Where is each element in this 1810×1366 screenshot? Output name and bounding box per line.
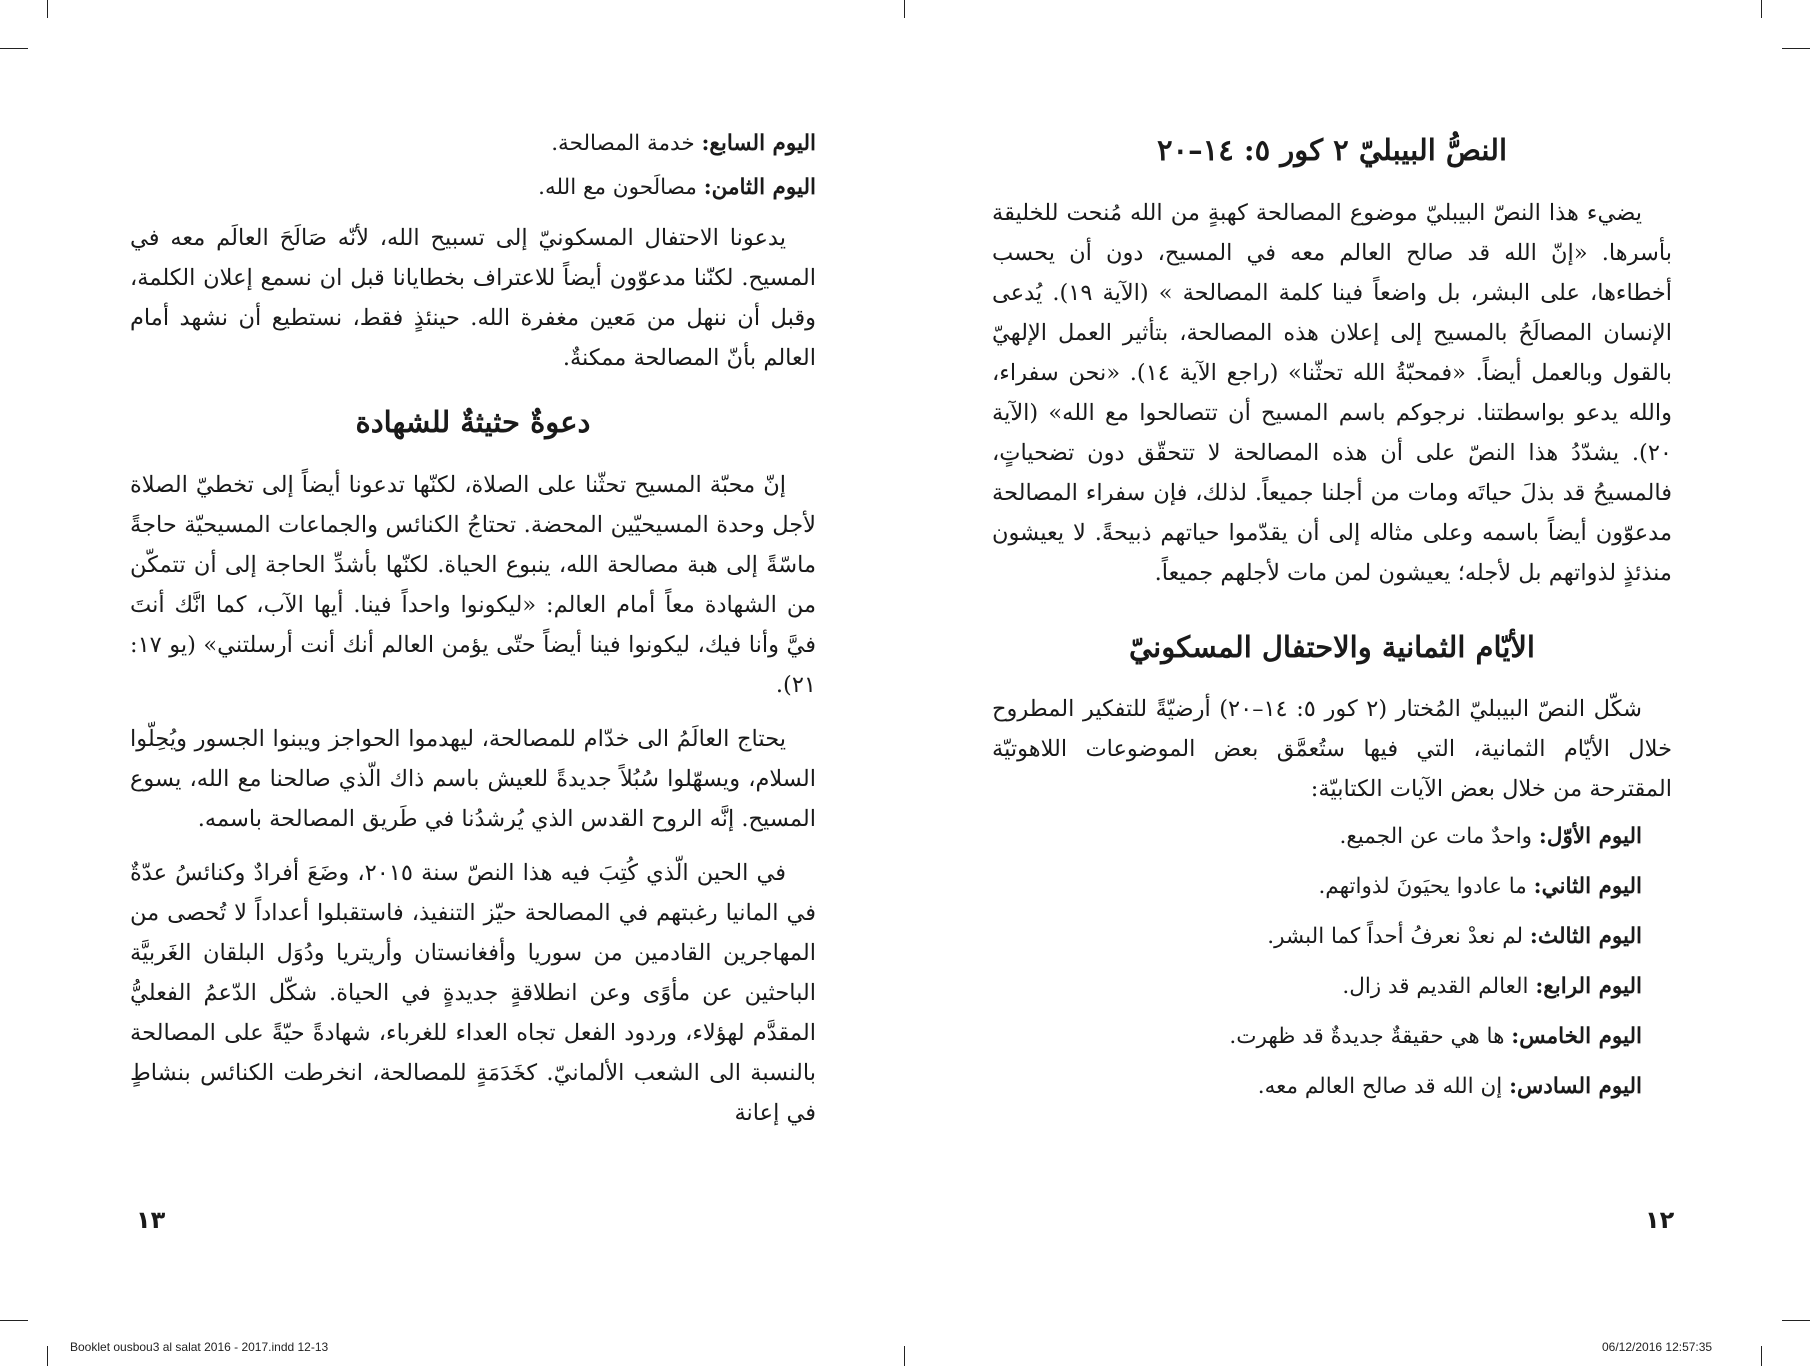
day-item	[992, 973, 1642, 1001]
crop-mark-bottom-right-horizontal	[1782, 1320, 1810, 1321]
heading-biblical-text: النصُّ البيبليّ ٢ كور ٥: ١٤–٢٠	[1156, 133, 1508, 167]
paragraph-servants-of-reconciliation: يحتاج العالَمُ الى خدّام للمصالحة، ليهدموا الحواجز ويبنوا الجسور ويُحِلّوا السلام، ويسهّلوا سُبُلاً جديدةً للعيش باسم ذاك الّذي صالحنا مع الله، يسوع المسيح. إنَّه الروح القدس الذي يُرشدُنا في طَريق المصالحة باسمه.	[130, 725, 816, 832]
day-label: اليوم الثامن:	[703, 175, 816, 200]
crop-mark-bottom-left-horizontal	[0, 1320, 28, 1321]
day-list-left	[130, 130, 816, 202]
page-right	[992, 130, 1672, 1123]
day-label: اليوم الخامس:	[1511, 1024, 1642, 1050]
day-label: اليوم السادس:	[1509, 1074, 1642, 1100]
heading-call-to-witness: دعوةٌ حثيثةٌ للشهادة	[355, 405, 591, 439]
paragraph-biblical-text: يضيء هذا النصّ البيبليّ موضوع المصالحة كهبةٍ من الله مُنحت للخليقة بأسرها. «إنّ الله قد صالح العالم معه في المسيح، دون أن يحسب أخطاءها، على البشر، بل واضعاً فينا كلمة المصالحة » (الآية ١٩). يُدعى الإنسان المصالَحُ بالمسيح إلى إعلان هذه المصالحة، بتأثير العمل الإلهيّ بالقول وبالعمل أيضاً. «فمحبّةُ الله تحثّنا» (راجع الآية ١٤). «نحن سفراء، والله يدعو بواسطتنا. نرجوكم باسم المسيح أن تتصالحوا مع الله» (الآية ٢٠). يشدّدُ هذا النصّ على أن هذه المصالحة لا تتحقّق دون تضحياتٍ، فالمسيحُ قد بذلَ حياتَه ومات من أجلنا جميعاً. لذلك، فإن سفراء المصالحة مدعوّون أيضاً باسمه وعلى مثاله إلى أن يقدّموا حياتهم ذبيحةً. لا يعيشون منذئذٍ لذواتهم بل لأجله؛ يعيشون لمن مات لأجلهم جميعاً.	[992, 199, 1672, 586]
day-text: خدمة المصالحة.	[551, 131, 702, 156]
page-number-right: ١٢	[1645, 1206, 1675, 1234]
day-item	[130, 174, 816, 202]
day-label: اليوم الثالث:	[1529, 924, 1642, 950]
paragraph-germany-2015: في الحين الّذي كُتِبَ فيه هذا النصّ سنة ٢٠١٥، وضَعَ أفرادٌ وكنائسُ عدّةٌ في المانيا رغبتهم في المصالحة حيّز التنفيذ، فاستقبلوا أعداداً لا تُحصى من المهاجرين القادمين من سوريا وأفغانستان وأريتريا ودُوَل البلقان الغَربيَّة الباحثين عن مأوًى وعن انطلاقةٍ جديدةٍ في الحياة. شكّل الدّعمُ الفعليُّ المقدَّم لهؤلاء، وردود الفعل تجاه العداء للغرباء، شهادةً حيّةً على المصالحة بالنسبة الى الشعب الألمانيّ. كخَدَمَةٍ للمصالحة، انخرطت الكنائس بنشاطٍ في إعانة	[130, 859, 816, 1126]
day-list-right	[992, 823, 1672, 1101]
day-item	[992, 823, 1642, 851]
day-item	[992, 1073, 1642, 1101]
day-text: العالم القديم قد زال.	[1342, 974, 1536, 1000]
crop-mark-top-left-vertical	[47, 0, 48, 18]
day-item	[130, 130, 816, 158]
day-text: ما عادوا يحيَونَ لذواتهم.	[1318, 874, 1534, 900]
page-number-left: ١٣	[136, 1206, 166, 1234]
paragraph-celebration: يدعونا الاحتفال المسكونيّ إلى تسبيح الله، لأنّه صَالَحَ العالَم معه في المسيح. لكنّنا مدعوّون أيضاً للاعتراف بخطايانا قبل ان نسمع إعلان الكلمة، وقبل أن ننهل من مَعين مغفرة الله. حينئذٍ فقط، نستطيع أن نشهد أمام العالم بأنّ المصالحة ممكنةٌ.	[130, 225, 816, 371]
crop-mark-bottom-center	[904, 1346, 905, 1366]
crop-mark-top-center	[904, 0, 905, 18]
paragraph-love-of-christ: إنّ محبّة المسيح تحثّنا على الصلاة، لكنّها تدعونا أيضاً إلى تخطيّ الصلاة لأجل وحدة المسيحيّين المحضة. تحتاجُ الكنائس والجماعات المسيحيّة حاجةً ماسّةً إلى هبة مصالحة الله، ينبوع الحياة. لكنّها بأشدِّ الحاجة إلى أن تتمكّن من الشهادة معاً أمام العالم: «ليكونوا واحداً فينا. أيها الآب، كما انَّك أنتَ فيَّ وأنا فيك، ليكونوا فينا أيضاً حتّى يؤمن العالم أنك أنت أرسلتني» (يو ١٧: ٢١).	[130, 471, 816, 698]
day-label: اليوم الأوّل:	[1538, 824, 1642, 850]
crop-mark-top-right-horizontal	[1782, 48, 1810, 49]
crop-mark-top-right-vertical	[1761, 0, 1762, 18]
paragraph-eight-days: شكّل النصّ البيبليّ المُختار (٢ كور ٥: ١٤–٢٠) أرضيّةً للتفكير المطروح خلال الأيّام الثمانية، التي فيها ستُعمَّق بعض الموضوعات اللاهوتيّة المقترحة من خلال بعض الآيات الكتابيّة:	[992, 696, 1672, 803]
day-label: اليوم السابع:	[701, 131, 816, 156]
day-text: ها هي حقيقةٌ جديدةٌ قد ظهرت.	[1229, 1024, 1512, 1050]
day-text: واحدٌ مات عن الجميع.	[1339, 824, 1539, 850]
day-item	[992, 873, 1642, 901]
day-label: اليوم الرابع:	[1535, 974, 1642, 1000]
day-item	[992, 1023, 1642, 1051]
heading-eight-days: الأيّام الثمانية والاحتفال المسكونيّ	[1129, 629, 1535, 664]
crop-mark-bottom-right-vertical	[1761, 1346, 1762, 1366]
crop-mark-top-left-horizontal	[0, 48, 28, 49]
day-label: اليوم الثاني:	[1533, 874, 1642, 900]
page-left	[130, 130, 816, 1147]
day-text: لم نعدْ نعرفُ أحداً كما البشر.	[1267, 924, 1530, 950]
footer-filename: Booklet ousbou3 al salat 2016 - 2017.indd 12-13	[70, 1340, 329, 1354]
footer-datetime: 06/12/2016 12:57:35	[1602, 1340, 1713, 1354]
day-text: مصالَحون مع الله.	[538, 175, 704, 200]
day-text: إن الله قد صالح العالم معه.	[1257, 1074, 1510, 1100]
crop-mark-bottom-left-vertical	[47, 1346, 48, 1366]
day-item	[992, 923, 1642, 951]
